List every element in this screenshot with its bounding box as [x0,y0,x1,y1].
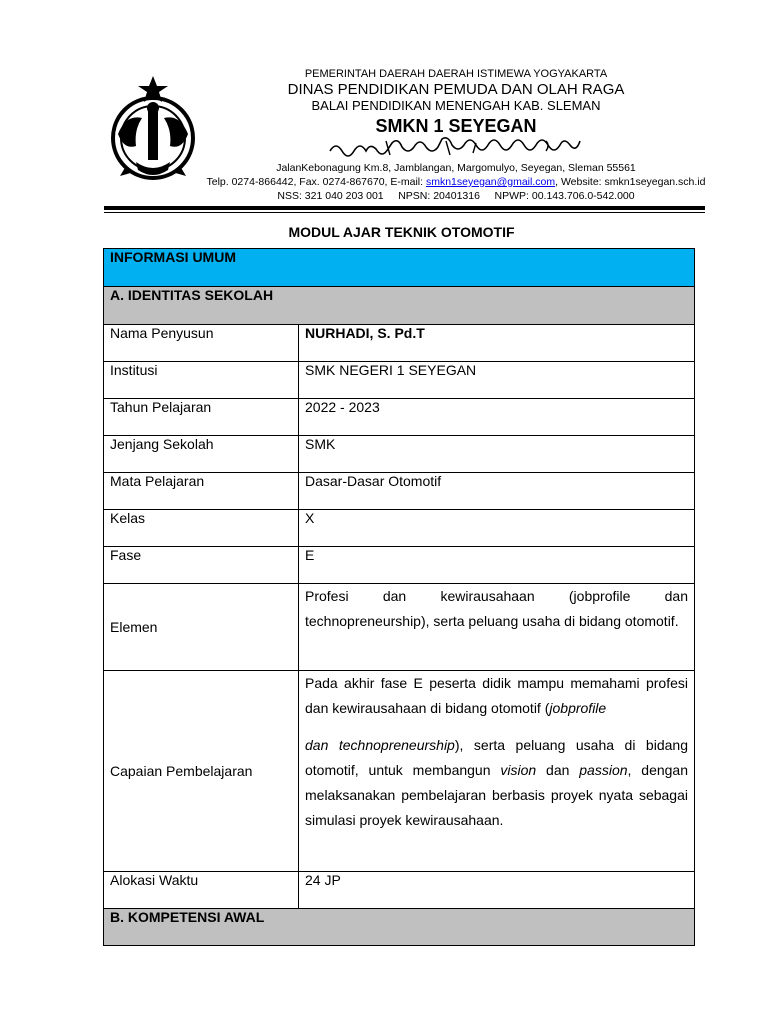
school-name: SMKN 1 SEYEGAN [375,116,537,136]
alokasi-label: Alokasi Waktu [104,872,299,909]
row-label: Fase [104,547,299,584]
table-row [104,399,695,436]
section-a-heading: A. IDENTITAS SEKOLAH [104,287,695,325]
row-label: Jenjang Sekolah [104,436,299,473]
table-row [104,510,695,547]
javanese-script-graphic [326,137,586,159]
capaian-paragraph-2 [305,733,688,833]
row-value: E [299,547,695,584]
capaian-italic: passion [579,762,628,778]
address-line: JalanKebonagung Km.8, Jamblangan, Margomulyo, Seyegan, Sleman 55561 [276,162,636,174]
document-title: MODUL AJAR TEKNIK OTOMOTIF [288,224,515,240]
row-value: X [299,510,695,547]
capaian-text: ), serta peluang usaha di bidang otomotif, untuk membangun [305,737,688,778]
alokasi-row [104,872,695,909]
contact-suffix: , Website: smkn1seyegan.sch.id [555,176,706,188]
info-umum-heading: INFORMASI UMUM [104,249,695,287]
capaian-text: dan [536,762,580,778]
table-row [104,325,695,362]
row-label: Mata Pelajaran [104,473,299,510]
paragraph-gap [305,721,688,733]
header-rule-thin [104,212,705,213]
header-rule-thick [104,206,705,210]
table-row [104,547,695,584]
alokasi-value: 24 JP [299,872,695,909]
row-label: Kelas [104,510,299,547]
id-numbers-line: NSS: 321 040 203 001 NPSN: 20401316 NPWP: 00.143.706.0-542.000 [277,190,635,202]
row-label: Tahun Pelajaran [104,399,299,436]
row-label: Nama Penyusun [104,325,299,362]
capaian-italic: jobprofile [549,700,607,716]
capaian-label: Capaian Pembelajaran [104,671,299,872]
capaian-italic: vision [500,762,537,778]
row-label: Institusi [104,362,299,399]
email-link[interactable]: smkn1seyegan@gmail.com [425,176,556,188]
capaian-text: , dengan melaksanakan pembelajaran berbasis proyek nyata sebagai simulasi proyek kewirausahaan. [305,762,689,828]
contact-prefix: Telp. 0274-866442, Fax. 0274-867670, E-mail: [206,176,426,188]
capaian-row [104,671,695,872]
row-value: SMK [299,436,695,473]
government-line: PEMERINTAH DAERAH DAERAH ISTIMEWA YOGYAKARTA [304,68,608,80]
row-value: SMK NEGERI 1 SEYEGAN [299,362,695,399]
module-info-table [103,248,695,946]
letterhead [196,68,716,203]
elemen-row [104,584,695,671]
info-umum-row [104,249,695,287]
elemen-label: Elemen [104,584,299,671]
capaian-italic: dan technopreneurship [305,737,455,753]
section-a-row [104,287,695,325]
office-line: BALAI PENDIDIKAN MENENGAH KAB. SLEMAN [311,98,601,113]
table-row [104,473,695,510]
row-value: Dasar-Dasar Otomotif [299,473,695,510]
capaian-value [299,671,695,872]
row-value: NURHADI, S. Pd.T [299,325,695,362]
school-emblem-logo [106,74,200,186]
section-b-heading: B. KOMPETENSI AWAL [104,909,695,946]
department-line: DINAS PENDIDIKAN PEMUDA DAN OLAH RAGA [287,81,625,98]
elemen-value: Profesi dan kewirausahaan (jobprofile dan technopreneurship), serta peluang usaha di bidang otomotif. [299,584,695,671]
javanese-script-line [196,137,716,161]
table-row [104,362,695,399]
section-b-row [104,909,695,946]
contact-line [196,175,716,189]
table-row [104,436,695,473]
capaian-paragraph-1 [305,671,688,721]
capaian-text: Pada akhir fase E peserta didik mampu memahami profesi dan kewirausahaan di bidang otomotif ( [305,675,688,716]
row-value: 2022 - 2023 [299,399,695,436]
